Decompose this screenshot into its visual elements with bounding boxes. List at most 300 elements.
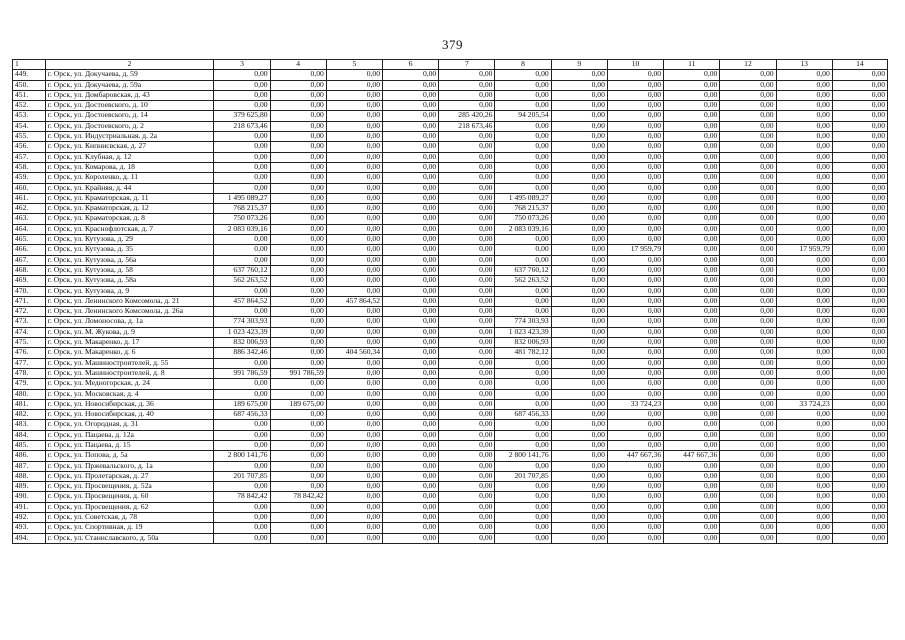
amount-cell: 0,00 <box>439 451 495 461</box>
amount-cell: 0,00 <box>439 358 495 368</box>
amount-cell: 687 456,33 <box>495 410 551 420</box>
row-number-cell: 484. <box>13 430 46 440</box>
amount-cell: 0,00 <box>383 204 439 214</box>
amount-cell: 0,00 <box>495 430 551 440</box>
amount-cell: 0,00 <box>664 307 720 317</box>
address-cell: г. Орск, ул. Кутузова, д. 56а <box>45 255 214 265</box>
table-row <box>13 173 888 183</box>
amount-cell: 0,00 <box>720 482 776 492</box>
amount-cell: 0,00 <box>383 90 439 100</box>
amount-cell: 0,00 <box>326 513 382 523</box>
amount-cell: 0,00 <box>664 101 720 111</box>
amount-cell: 0,00 <box>607 204 663 214</box>
amount-cell: 0,00 <box>551 90 607 100</box>
amount-cell: 0,00 <box>664 317 720 327</box>
row-number-cell: 480. <box>13 389 46 399</box>
amount-cell: 0,00 <box>832 482 887 492</box>
column-number-cell: 6 <box>383 60 439 70</box>
amount-cell: 0,00 <box>776 379 832 389</box>
row-number-cell: 494. <box>13 533 46 543</box>
amount-cell: 0,00 <box>607 111 663 121</box>
amount-cell: 0,00 <box>214 80 270 90</box>
address-cell: г. Орск, ул. Новосибирская, д. 40 <box>45 410 214 420</box>
row-number-cell: 449. <box>13 70 46 80</box>
table-row <box>13 183 888 193</box>
amount-cell: 1 495 089,27 <box>495 193 551 203</box>
amount-cell: 0,00 <box>720 471 776 481</box>
address-cell: г. Орск, ул. Короленко, д. 11 <box>45 173 214 183</box>
amount-cell: 0,00 <box>551 533 607 543</box>
amount-cell: 0,00 <box>326 70 382 80</box>
amount-cell: 0,00 <box>776 111 832 121</box>
amount-cell: 0,00 <box>664 430 720 440</box>
amount-cell: 0,00 <box>270 296 326 306</box>
amount-cell: 0,00 <box>607 492 663 502</box>
table-row <box>13 410 888 420</box>
table-row <box>13 440 888 450</box>
amount-cell: 0,00 <box>439 389 495 399</box>
amount-cell: 0,00 <box>270 121 326 131</box>
table-row <box>13 152 888 162</box>
amount-cell: 2 800 141,76 <box>495 451 551 461</box>
row-number-cell: 454. <box>13 121 46 131</box>
amount-cell: 687 456,33 <box>214 410 270 420</box>
table-row <box>13 513 888 523</box>
amount-cell: 0,00 <box>720 111 776 121</box>
table-row <box>13 327 888 337</box>
row-number-cell: 477. <box>13 358 46 368</box>
amount-cell: 0,00 <box>270 276 326 286</box>
row-number-cell: 453. <box>13 111 46 121</box>
amount-cell: 0,00 <box>270 286 326 296</box>
amount-cell: 0,00 <box>776 430 832 440</box>
amount-cell: 0,00 <box>326 235 382 245</box>
amount-cell: 0,00 <box>383 276 439 286</box>
column-number-cell: 9 <box>551 60 607 70</box>
column-number-cell: 8 <box>495 60 551 70</box>
amount-cell: 0,00 <box>720 317 776 327</box>
amount-cell: 0,00 <box>832 348 887 358</box>
amount-cell: 0,00 <box>720 90 776 100</box>
amount-cell: 0,00 <box>326 183 382 193</box>
row-number-cell: 460. <box>13 183 46 193</box>
address-cell: г. Орск, ул. Краснофлотская, д. 7 <box>45 224 214 234</box>
amount-cell: 0,00 <box>383 513 439 523</box>
amount-cell: 0,00 <box>439 461 495 471</box>
row-number-cell: 483. <box>13 420 46 430</box>
amount-cell: 0,00 <box>326 379 382 389</box>
amount-cell: 447 667,36 <box>607 451 663 461</box>
amount-cell: 0,00 <box>383 255 439 265</box>
column-number-cell: 12 <box>720 60 776 70</box>
amount-cell: 0,00 <box>664 523 720 533</box>
amount-cell: 0,00 <box>607 193 663 203</box>
amount-cell: 0,00 <box>270 523 326 533</box>
amount-cell: 0,00 <box>551 482 607 492</box>
amount-cell: 0,00 <box>832 471 887 481</box>
amount-cell: 0,00 <box>383 533 439 543</box>
amount-cell: 0,00 <box>495 286 551 296</box>
amount-cell: 0,00 <box>326 245 382 255</box>
amount-cell: 768 215,37 <box>495 204 551 214</box>
amount-cell: 0,00 <box>664 358 720 368</box>
amount-cell: 201 707,85 <box>214 471 270 481</box>
amount-cell: 0,00 <box>383 358 439 368</box>
amount-cell: 0,00 <box>495 523 551 533</box>
amount-cell: 0,00 <box>214 70 270 80</box>
table-row <box>13 286 888 296</box>
amount-cell: 0,00 <box>383 142 439 152</box>
amount-cell: 0,00 <box>551 183 607 193</box>
table-row <box>13 358 888 368</box>
amount-cell: 0,00 <box>383 482 439 492</box>
amount-cell: 0,00 <box>720 327 776 337</box>
amount-cell: 0,00 <box>326 276 382 286</box>
address-cell: г. Орск, ул. Ленинского Комсомола, д. 26а <box>45 307 214 317</box>
amount-cell: 0,00 <box>495 307 551 317</box>
amount-cell: 774 303,93 <box>495 317 551 327</box>
amount-cell: 0,00 <box>720 80 776 90</box>
amount-cell: 0,00 <box>326 132 382 142</box>
amount-cell: 0,00 <box>326 389 382 399</box>
amount-cell: 0,00 <box>776 533 832 543</box>
amount-cell: 0,00 <box>832 101 887 111</box>
amount-cell: 0,00 <box>439 152 495 162</box>
amount-cell: 0,00 <box>720 214 776 224</box>
amount-cell: 0,00 <box>439 440 495 450</box>
amount-cell: 0,00 <box>383 183 439 193</box>
amount-cell: 0,00 <box>720 348 776 358</box>
amount-cell: 1 495 089,27 <box>214 193 270 203</box>
amount-cell: 0,00 <box>832 430 887 440</box>
address-cell: г. Орск, ул. Докучаева, д. 59 <box>45 70 214 80</box>
amount-cell: 218 673,46 <box>214 121 270 131</box>
amount-cell: 0,00 <box>664 286 720 296</box>
amount-cell: 0,00 <box>832 327 887 337</box>
amount-cell: 0,00 <box>551 461 607 471</box>
amount-cell: 94 205,54 <box>495 111 551 121</box>
address-cell: г. Орск, ул. Ленинского Комсомола, д. 21 <box>45 296 214 306</box>
row-number-cell: 462. <box>13 204 46 214</box>
amount-cell: 0,00 <box>664 80 720 90</box>
row-number-cell: 482. <box>13 410 46 420</box>
amount-cell: 0,00 <box>607 90 663 100</box>
address-cell: г. Орск, ул. Пржевальского, д. 1а <box>45 461 214 471</box>
amount-cell: 0,00 <box>551 410 607 420</box>
amount-cell: 0,00 <box>832 492 887 502</box>
amount-cell: 0,00 <box>832 70 887 80</box>
amount-cell: 0,00 <box>439 327 495 337</box>
table-row <box>13 451 888 461</box>
amount-cell: 0,00 <box>720 296 776 306</box>
amount-cell: 0,00 <box>326 502 382 512</box>
amount-cell: 0,00 <box>495 420 551 430</box>
table-row <box>13 193 888 203</box>
amount-cell: 0,00 <box>551 132 607 142</box>
amount-cell: 0,00 <box>832 204 887 214</box>
amount-cell: 832 006,93 <box>495 338 551 348</box>
amount-cell: 0,00 <box>776 317 832 327</box>
amount-cell: 0,00 <box>495 70 551 80</box>
amount-cell: 0,00 <box>720 183 776 193</box>
amount-cell: 0,00 <box>495 173 551 183</box>
table-row <box>13 265 888 275</box>
amount-cell: 0,00 <box>720 255 776 265</box>
amount-cell: 0,00 <box>832 461 887 471</box>
address-cell: г. Орск, ул. Кипнисвская, д. 27 <box>45 142 214 152</box>
amount-cell: 17 959,79 <box>607 245 663 255</box>
amount-cell: 0,00 <box>495 461 551 471</box>
row-number-cell: 490. <box>13 492 46 502</box>
row-number-cell: 481. <box>13 399 46 409</box>
amount-cell: 0,00 <box>326 410 382 420</box>
amount-cell: 0,00 <box>551 111 607 121</box>
amount-cell: 0,00 <box>270 224 326 234</box>
amount-cell: 0,00 <box>664 399 720 409</box>
amount-cell: 0,00 <box>664 162 720 172</box>
address-cell: г. Орск, ул. Просвещения, д. 52а <box>45 482 214 492</box>
amount-cell: 0,00 <box>439 183 495 193</box>
amount-cell: 0,00 <box>832 162 887 172</box>
row-number-cell: 492. <box>13 513 46 523</box>
amount-cell: 0,00 <box>832 368 887 378</box>
amount-cell: 0,00 <box>495 245 551 255</box>
column-number-cell: 7 <box>439 60 495 70</box>
row-number-cell: 475. <box>13 338 46 348</box>
table-row <box>13 70 888 80</box>
amount-cell: 0,00 <box>270 420 326 430</box>
amount-cell: 0,00 <box>720 307 776 317</box>
amount-cell: 0,00 <box>439 471 495 481</box>
amount-cell: 0,00 <box>607 513 663 523</box>
amount-cell: 0,00 <box>776 132 832 142</box>
amount-cell: 0,00 <box>214 461 270 471</box>
amount-cell: 0,00 <box>439 80 495 90</box>
amount-cell: 0,00 <box>383 471 439 481</box>
row-number-cell: 463. <box>13 214 46 224</box>
amount-cell: 0,00 <box>439 513 495 523</box>
amount-cell: 0,00 <box>383 235 439 245</box>
amount-cell: 0,00 <box>439 142 495 152</box>
amount-cell: 0,00 <box>607 173 663 183</box>
table-row <box>13 214 888 224</box>
amount-cell: 2 800 141,76 <box>214 451 270 461</box>
amount-cell: 0,00 <box>720 420 776 430</box>
amount-cell: 0,00 <box>439 502 495 512</box>
amount-cell: 0,00 <box>607 379 663 389</box>
amount-cell: 0,00 <box>776 440 832 450</box>
row-number-cell: 468. <box>13 265 46 275</box>
amount-cell: 0,00 <box>776 471 832 481</box>
amount-cell: 0,00 <box>383 430 439 440</box>
table-row <box>13 90 888 100</box>
amount-cell: 0,00 <box>551 121 607 131</box>
amount-cell: 0,00 <box>270 265 326 275</box>
amount-cell: 0,00 <box>270 235 326 245</box>
table-row <box>13 142 888 152</box>
amount-cell: 0,00 <box>664 533 720 543</box>
amount-cell: 562 263,52 <box>495 276 551 286</box>
amount-cell: 0,00 <box>720 70 776 80</box>
amount-cell: 0,00 <box>832 296 887 306</box>
amount-cell: 0,00 <box>832 80 887 90</box>
amount-cell: 0,00 <box>551 162 607 172</box>
amount-cell: 0,00 <box>776 296 832 306</box>
amount-cell: 0,00 <box>495 389 551 399</box>
row-number-cell: 456. <box>13 142 46 152</box>
amount-cell: 0,00 <box>270 533 326 543</box>
amount-cell: 0,00 <box>270 142 326 152</box>
amount-cell: 0,00 <box>720 513 776 523</box>
amount-cell: 0,00 <box>270 389 326 399</box>
row-number-cell: 470. <box>13 286 46 296</box>
amount-cell: 0,00 <box>607 276 663 286</box>
amount-cell: 0,00 <box>270 173 326 183</box>
amount-cell: 0,00 <box>551 276 607 286</box>
amount-cell: 637 760,12 <box>495 265 551 275</box>
amount-cell: 0,00 <box>383 420 439 430</box>
amount-cell: 0,00 <box>832 132 887 142</box>
amount-cell: 0,00 <box>551 368 607 378</box>
amount-cell: 1 023 423,39 <box>214 327 270 337</box>
amount-cell: 2 083 039,16 <box>214 224 270 234</box>
amount-cell: 0,00 <box>439 338 495 348</box>
column-number-cell: 2 <box>45 60 214 70</box>
amount-cell: 0,00 <box>776 214 832 224</box>
amount-cell: 0,00 <box>664 193 720 203</box>
table-row <box>13 523 888 533</box>
address-cell: г. Орск, ул. Кутузова, д. 58а <box>45 276 214 286</box>
page-number: 379 <box>442 37 463 52</box>
row-number-cell: 488. <box>13 471 46 481</box>
amount-cell: 0,00 <box>439 348 495 358</box>
amount-cell: 0,00 <box>776 204 832 214</box>
amount-cell: 0,00 <box>551 101 607 111</box>
amount-cell: 0,00 <box>664 90 720 100</box>
amount-cell: 0,00 <box>832 214 887 224</box>
row-number-cell: 474. <box>13 327 46 337</box>
amount-cell: 0,00 <box>720 173 776 183</box>
table-row <box>13 471 888 481</box>
amount-cell: 0,00 <box>551 327 607 337</box>
amount-cell: 0,00 <box>776 451 832 461</box>
amount-cell: 0,00 <box>664 265 720 275</box>
address-cell: г. Орск, ул. Просвещения, д. 60 <box>45 492 214 502</box>
amount-cell: 0,00 <box>439 276 495 286</box>
amount-cell: 0,00 <box>383 502 439 512</box>
amount-cell: 0,00 <box>495 101 551 111</box>
amount-cell: 481 782,12 <box>495 348 551 358</box>
address-cell: г. Орск, ул. Макаренко, д. 17 <box>45 338 214 348</box>
amount-cell: 0,00 <box>270 132 326 142</box>
amount-cell: 0,00 <box>832 523 887 533</box>
row-number-cell: 476. <box>13 348 46 358</box>
amount-cell: 0,00 <box>664 152 720 162</box>
table-row <box>13 307 888 317</box>
amount-cell: 0,00 <box>664 410 720 420</box>
amount-cell: 0,00 <box>551 142 607 152</box>
amount-cell: 0,00 <box>383 461 439 471</box>
amount-cell: 0,00 <box>664 440 720 450</box>
amount-cell: 0,00 <box>214 101 270 111</box>
table-row <box>13 80 888 90</box>
amount-cell: 0,00 <box>326 451 382 461</box>
amount-cell: 0,00 <box>551 440 607 450</box>
amount-cell: 0,00 <box>720 379 776 389</box>
amount-cell: 0,00 <box>439 286 495 296</box>
amount-cell: 0,00 <box>720 440 776 450</box>
amount-cell: 0,00 <box>270 502 326 512</box>
amount-cell: 0,00 <box>776 152 832 162</box>
amount-cell: 0,00 <box>720 276 776 286</box>
address-cell: г. Орск, ул. Краматорская, д. 12 <box>45 204 214 214</box>
amount-cell: 0,00 <box>832 379 887 389</box>
amount-cell: 0,00 <box>832 451 887 461</box>
amount-cell: 0,00 <box>270 513 326 523</box>
amount-cell: 285 420,26 <box>439 111 495 121</box>
amount-cell: 0,00 <box>607 235 663 245</box>
amount-cell: 0,00 <box>607 80 663 90</box>
amount-cell: 0,00 <box>664 204 720 214</box>
amount-cell: 0,00 <box>383 327 439 337</box>
amount-cell: 0,00 <box>607 430 663 440</box>
amount-cell: 0,00 <box>214 245 270 255</box>
row-number-cell: 455. <box>13 132 46 142</box>
amount-cell: 0,00 <box>664 348 720 358</box>
amount-cell: 0,00 <box>214 132 270 142</box>
amount-cell: 0,00 <box>720 399 776 409</box>
amount-cell: 0,00 <box>439 70 495 80</box>
amount-cell: 0,00 <box>832 338 887 348</box>
amount-cell: 0,00 <box>326 214 382 224</box>
column-number-cell: 13 <box>776 60 832 70</box>
amount-cell: 78 842,42 <box>214 492 270 502</box>
amount-cell: 0,00 <box>270 440 326 450</box>
amount-cell: 218 673,46 <box>439 121 495 131</box>
amount-cell: 0,00 <box>326 90 382 100</box>
row-number-cell: 473. <box>13 317 46 327</box>
amount-cell: 0,00 <box>607 142 663 152</box>
amount-cell: 0,00 <box>776 101 832 111</box>
table-row <box>13 296 888 306</box>
amount-cell: 0,00 <box>383 348 439 358</box>
address-cell: г. Орск, ул. Советская, д. 78 <box>45 513 214 523</box>
amount-cell: 0,00 <box>551 317 607 327</box>
amount-cell: 0,00 <box>326 307 382 317</box>
amount-cell: 0,00 <box>832 317 887 327</box>
amount-cell: 0,00 <box>776 389 832 399</box>
amount-cell: 0,00 <box>495 379 551 389</box>
amount-cell: 0,00 <box>214 420 270 430</box>
column-number-cell: 1 <box>13 60 46 70</box>
amount-cell: 768 215,37 <box>214 204 270 214</box>
amount-cell: 0,00 <box>214 430 270 440</box>
amount-cell: 991 786,59 <box>214 368 270 378</box>
amount-cell: 0,00 <box>214 235 270 245</box>
amount-cell: 0,00 <box>551 471 607 481</box>
amount-cell: 0,00 <box>383 523 439 533</box>
amount-cell: 0,00 <box>607 389 663 399</box>
amount-cell: 0,00 <box>607 214 663 224</box>
amount-cell: 0,00 <box>832 265 887 275</box>
amount-cell: 0,00 <box>383 410 439 420</box>
amount-cell: 0,00 <box>495 152 551 162</box>
amount-cell: 0,00 <box>720 451 776 461</box>
amount-cell: 0,00 <box>495 533 551 543</box>
amount-cell: 0,00 <box>832 152 887 162</box>
amount-cell: 0,00 <box>439 245 495 255</box>
amount-cell: 0,00 <box>214 513 270 523</box>
